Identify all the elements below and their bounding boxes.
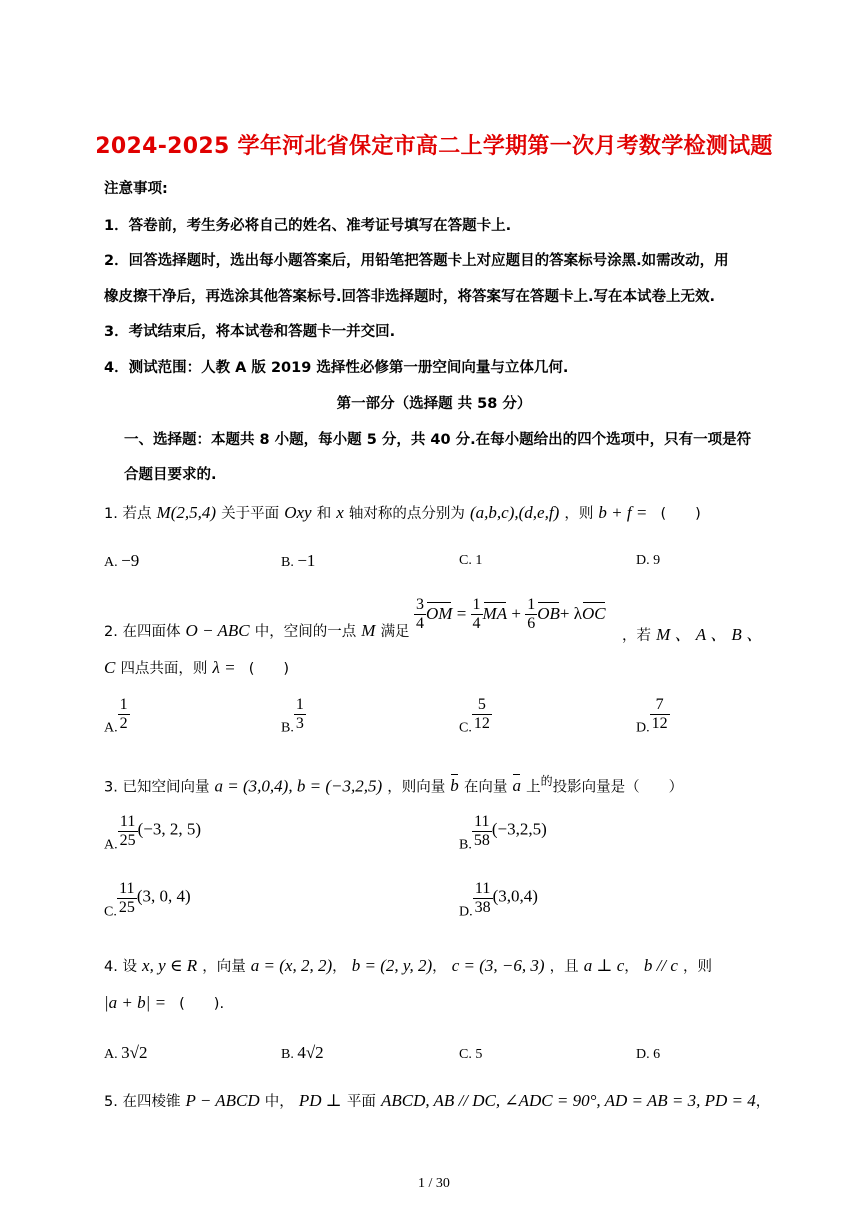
q4-text: ，向量 — [202, 959, 246, 975]
section1-line2: 合题目要求的. — [124, 467, 217, 483]
option-label: B. — [281, 1047, 294, 1062]
q3-vectors: a = (3,0,4), b = (−3,2,5) — [214, 776, 383, 796]
q2-option-d — [636, 696, 670, 737]
q4-blank: ( ). — [179, 996, 225, 1012]
option-value: 6 — [653, 1047, 661, 1062]
question-3 — [104, 772, 683, 796]
q1-expression: b + f = — [598, 503, 648, 522]
option-vector: (−3,2,5) — [491, 819, 547, 839]
numerator: 7 — [650, 696, 670, 715]
notice-item-2b: 橡皮擦干净后，再选涂其他答案标号.回答非选择题时，将答案写在答题卡上.写在本试卷上无效. — [104, 289, 716, 305]
q5-number: 5. 在四棱锥 — [104, 1094, 181, 1110]
numerator: 1 — [119, 696, 128, 713]
q1-text: 关于平面 — [221, 506, 280, 522]
q3-text-2: 在向量 — [463, 779, 508, 796]
q5-perpendicular: PD ⊥ — [298, 1091, 342, 1110]
q3-vector-b: b — [450, 776, 459, 796]
q3-text: ，则向量 — [387, 779, 446, 796]
option-value: −9 — [121, 551, 140, 570]
q2-option-a — [104, 696, 130, 737]
option-label: D. — [636, 1047, 650, 1062]
q1-plane: Oxy — [284, 503, 312, 522]
numerator: 1 — [527, 596, 536, 613]
fraction — [118, 813, 138, 850]
denominator: 12 — [651, 715, 668, 732]
q4-parallel: b // c — [643, 956, 678, 975]
fraction — [414, 596, 426, 633]
q1-text-4: ，则 — [564, 506, 594, 522]
q1-option-a — [104, 551, 139, 571]
q4-vector-a: a = (x, 2, 2) — [250, 956, 333, 975]
q4-text-3: ，则 — [682, 959, 712, 975]
q4-modulus: |a + b| = — [104, 993, 167, 1012]
q4-line-2 — [104, 992, 224, 1013]
q4-option-b — [281, 1043, 324, 1063]
denominator: 3 — [295, 715, 304, 732]
q1-points: (a,b,c),(d,e,f) — [470, 503, 560, 522]
option-label: A. — [104, 555, 118, 570]
question-5 — [104, 1090, 770, 1111]
denominator: 4 — [416, 615, 424, 632]
fraction — [650, 696, 670, 733]
option-label: B. — [281, 720, 294, 736]
option-vector: (3,0,4) — [492, 886, 538, 906]
q2-option-c — [459, 696, 492, 737]
q4-text-2: ，且 — [549, 959, 579, 975]
q4-perpendicular: a ⊥ c — [583, 956, 625, 975]
q1-number: 1. 若点 — [104, 506, 152, 522]
question-1 — [104, 502, 701, 523]
option-value: 9 — [653, 553, 661, 568]
q3-option-d — [459, 880, 538, 921]
q5-text-2: 平面 — [346, 1094, 376, 1110]
option-label: B. — [281, 555, 294, 570]
q3-text-3: 上 — [526, 779, 541, 796]
q2-line-2 — [104, 657, 289, 678]
fraction — [118, 696, 130, 733]
q1-blank: ( ) — [660, 506, 701, 522]
q1-axis: x — [336, 503, 344, 522]
option-label: A. — [104, 1047, 118, 1062]
q2-text-3: ，若 — [622, 628, 651, 644]
option-label: A. — [104, 837, 118, 853]
option-label: C. — [459, 553, 472, 568]
q3-option-b — [459, 813, 547, 854]
q5-text: 中， — [264, 1094, 294, 1110]
q2-continuation — [622, 620, 763, 645]
notice-item-2a: 2．回答选择题时，选出每小题答案后，用铅笔把答题卡上对应题目的答案标号涂黑.如需改动，用 — [104, 253, 729, 269]
q1-text-3: 轴对称的点分别为 — [348, 506, 465, 522]
denominator: 6 — [527, 615, 536, 632]
notice-item-4: 4．测试范围：人教 A 版 2019 选择性必修第一册空间向量与立体几何. — [104, 360, 569, 376]
option-value: 1 — [475, 553, 483, 568]
q2-text: 中，空间的一点 — [254, 624, 357, 640]
q1-text-2: 和 — [316, 506, 332, 522]
option-value: −1 — [297, 551, 316, 570]
q1-option-d — [636, 553, 660, 569]
q3-text-5: 投影向量是（ ） — [552, 779, 684, 796]
option-vector: (−3, 2, 5) — [137, 819, 202, 839]
q2-equation: $\frac{3}{4}$ OM = $\frac{1}{4}$ MA + $\frac{1}{6}$ OB+ λOC — [416, 596, 606, 632]
q4-option-d — [636, 1047, 660, 1063]
numerator: 11 — [472, 813, 492, 832]
vector-ma: MA — [482, 604, 508, 623]
option-label: C. — [459, 1047, 472, 1062]
fraction — [471, 596, 483, 633]
notice-item-3: 3．考试结束后，将本试卷和答题卡一并交回. — [104, 324, 396, 340]
lambda-term: + λ — [559, 604, 582, 623]
q4-number: 4. 设 — [104, 959, 137, 975]
vector-ob: OB — [537, 604, 560, 623]
q4-option-a — [104, 1043, 147, 1063]
q2-blank: ( ) — [248, 661, 290, 677]
option-label: C. — [104, 904, 117, 920]
denominator: 12 — [473, 715, 490, 732]
section1-line1: 一、选择题：本题共 8 小题，每小题 5 分，共 40 分.在每小题给出的四个选项中，只有一项是符 — [124, 432, 752, 448]
q3-option-c — [104, 880, 191, 921]
q5-conditions: ABCD, AB // DC, ∠ADC = 90°, AD = AB = 3, PD = 4 — [380, 1091, 756, 1110]
q1-option-c — [459, 553, 482, 569]
notice-item-1: 1．答卷前，考生务必将自己的姓名、准考证号填写在答题卡上. — [104, 218, 512, 234]
numerator: 1 — [472, 596, 481, 613]
q5-text-3: ， — [755, 1094, 771, 1110]
denominator: 4 — [472, 615, 481, 632]
vector-oc: OC — [581, 604, 606, 623]
denominator: 58 — [473, 832, 490, 849]
option-vector: (3, 0, 4) — [136, 886, 191, 906]
fraction — [117, 880, 137, 917]
denominator: 38 — [474, 899, 491, 916]
q1-point: M(2,5,4) — [156, 503, 217, 522]
q3-option-a — [104, 813, 201, 854]
option-value: 5 — [475, 1047, 483, 1062]
numerator: 11 — [473, 880, 493, 899]
vector-om: OM — [426, 604, 453, 623]
option-label: D. — [636, 553, 650, 568]
denominator: 25 — [118, 899, 135, 916]
q2-number: 2. 在四面体 — [104, 624, 181, 640]
q2-point-c: C — [104, 658, 116, 677]
fraction — [472, 813, 492, 850]
q3-vector-a: a — [512, 776, 521, 796]
q2-text-4: 四点共面，则 — [120, 661, 208, 677]
q4-domain: x, y ∈ R — [142, 956, 198, 975]
question-4: 4. 设 x, y ∈ R ，向量 a = (x, 2, 2)， b = (2, y, 2)， c = (3, −6, 3) ，且 a ⊥ c， b // c ，则 — [104, 956, 712, 975]
q2-text-2: 满足 — [380, 624, 410, 640]
option-value: 3√2 — [121, 1043, 148, 1062]
numerator: 5 — [472, 696, 492, 715]
fraction — [472, 696, 492, 733]
notice-heading: 注意事项: — [104, 181, 168, 197]
q4-option-c — [459, 1047, 482, 1063]
option-label: D. — [459, 904, 473, 920]
q1-option-b — [281, 551, 315, 571]
q2-tetrahedron: O − ABC — [185, 621, 250, 640]
part1-heading: 第一部分（选择题 共 58 分） — [336, 396, 532, 412]
option-label: B. — [459, 837, 472, 853]
option-value: 4√2 — [297, 1043, 324, 1062]
page-number: 1 / 30 — [418, 1176, 450, 1191]
question-2 — [104, 620, 410, 641]
document-title: 2024-2025 学年河北省保定市高二上学期第一次月考数学检测试题 — [95, 134, 773, 159]
option-label: C. — [459, 720, 472, 736]
q4-vector-c: c = (3, −6, 3) — [451, 956, 545, 975]
q5-pyramid: P − ABCD — [185, 1091, 260, 1110]
fraction — [473, 880, 493, 917]
q3-number: 3. 已知空间向量 — [104, 779, 210, 796]
q2-points: M 、 A 、 B 、 — [656, 625, 763, 644]
q2-option-b — [281, 696, 306, 737]
q4-vector-b: b = (2, y, 2) — [351, 956, 433, 975]
q3-text-4: 的 — [540, 774, 553, 788]
q2-lambda: λ = — [212, 658, 236, 677]
option-label: D. — [636, 720, 650, 736]
numerator: 11 — [118, 813, 138, 832]
numerator: 3 — [416, 596, 424, 613]
numerator: 11 — [117, 880, 137, 899]
q2-point: M — [361, 621, 376, 640]
fraction — [525, 596, 537, 633]
fraction — [294, 696, 306, 733]
denominator: 2 — [119, 715, 128, 732]
numerator: 1 — [295, 696, 304, 713]
option-label: A. — [104, 720, 118, 736]
denominator: 25 — [119, 832, 136, 849]
